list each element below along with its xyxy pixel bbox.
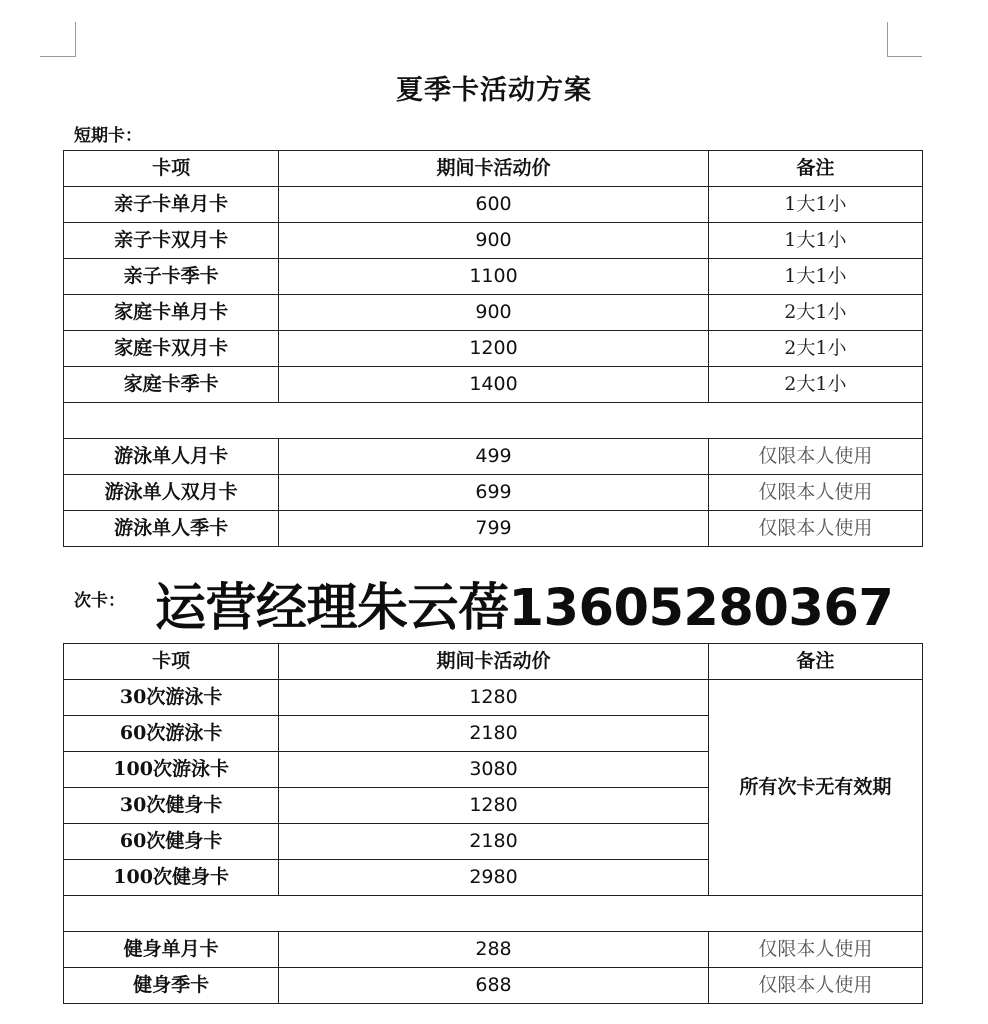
table-row <box>64 680 923 716</box>
short-term-card-table <box>63 150 923 547</box>
card-price: 2180 <box>279 716 709 752</box>
blank-cell <box>64 403 923 439</box>
card-name: 100次健身卡 <box>64 860 279 896</box>
table-row <box>64 439 923 475</box>
card-price: 600 <box>279 187 709 223</box>
card-name: 游泳单人季卡 <box>64 511 279 547</box>
merged-note-cell: 所有次卡无有效期 <box>708 680 922 896</box>
card-note: 2大1小 <box>708 331 922 367</box>
card-note: 仅限本人使用 <box>708 932 922 968</box>
page-corner-mark <box>888 56 922 57</box>
card-name: 30次游泳卡 <box>64 680 279 716</box>
count-card-section-label: 次卡： <box>74 591 125 611</box>
page-corner-mark <box>887 22 888 57</box>
card-name: 亲子卡季卡 <box>64 259 279 295</box>
short-term-section-label: 短期卡： <box>74 126 142 146</box>
card-price: 688 <box>279 968 709 1004</box>
card-note: 1大1小 <box>708 259 922 295</box>
table-row <box>64 259 923 295</box>
card-name: 60次游泳卡 <box>64 716 279 752</box>
blank-separator-row <box>64 896 923 932</box>
card-price: 699 <box>279 475 709 511</box>
table-row <box>64 475 923 511</box>
card-price: 2980 <box>279 860 709 896</box>
card-note: 1大1小 <box>708 187 922 223</box>
card-price: 1280 <box>279 788 709 824</box>
card-price: 1200 <box>279 331 709 367</box>
card-price: 3080 <box>279 752 709 788</box>
table-row <box>64 187 923 223</box>
card-name: 亲子卡单月卡 <box>64 187 279 223</box>
contact-banner: 运营经理朱云蓓13605280367 <box>155 579 894 638</box>
table-row <box>64 932 923 968</box>
count-card-table <box>63 643 923 1004</box>
card-name: 健身季卡 <box>64 968 279 1004</box>
card-note: 仅限本人使用 <box>708 439 922 475</box>
blank-cell <box>64 896 923 932</box>
card-price: 900 <box>279 295 709 331</box>
card-name: 亲子卡双月卡 <box>64 223 279 259</box>
card-name: 游泳单人月卡 <box>64 439 279 475</box>
page-corner-mark <box>75 22 76 57</box>
card-price: 1400 <box>279 367 709 403</box>
card-note: 仅限本人使用 <box>708 511 922 547</box>
table-header-row <box>64 151 923 187</box>
table-header-row <box>64 644 923 680</box>
blank-separator-row <box>64 403 923 439</box>
table-row <box>64 295 923 331</box>
card-name: 健身单月卡 <box>64 932 279 968</box>
column-header-card: 卡项 <box>64 644 279 680</box>
card-price: 900 <box>279 223 709 259</box>
card-price: 1100 <box>279 259 709 295</box>
table-row <box>64 223 923 259</box>
column-header-note: 备注 <box>708 644 922 680</box>
card-price: 499 <box>279 439 709 475</box>
card-price: 1280 <box>279 680 709 716</box>
card-name: 家庭卡单月卡 <box>64 295 279 331</box>
column-header-card: 卡项 <box>64 151 279 187</box>
card-name: 100次游泳卡 <box>64 752 279 788</box>
card-price: 288 <box>279 932 709 968</box>
page-corner-mark <box>40 56 76 57</box>
table-row <box>64 331 923 367</box>
card-name: 家庭卡季卡 <box>64 367 279 403</box>
card-name: 30次健身卡 <box>64 788 279 824</box>
card-price: 2180 <box>279 824 709 860</box>
card-price: 799 <box>279 511 709 547</box>
table-row <box>64 367 923 403</box>
column-header-price: 期间卡活动价 <box>279 644 709 680</box>
page-title: 夏季卡活动方案 <box>396 75 592 106</box>
column-header-note: 备注 <box>708 151 922 187</box>
card-name: 60次健身卡 <box>64 824 279 860</box>
card-note: 1大1小 <box>708 223 922 259</box>
card-note: 仅限本人使用 <box>708 475 922 511</box>
card-name: 家庭卡双月卡 <box>64 331 279 367</box>
card-note: 仅限本人使用 <box>708 968 922 1004</box>
table-row <box>64 511 923 547</box>
column-header-price: 期间卡活动价 <box>279 151 709 187</box>
card-note: 2大1小 <box>708 295 922 331</box>
card-note: 2大1小 <box>708 367 922 403</box>
card-name: 游泳单人双月卡 <box>64 475 279 511</box>
table-row <box>64 968 923 1004</box>
